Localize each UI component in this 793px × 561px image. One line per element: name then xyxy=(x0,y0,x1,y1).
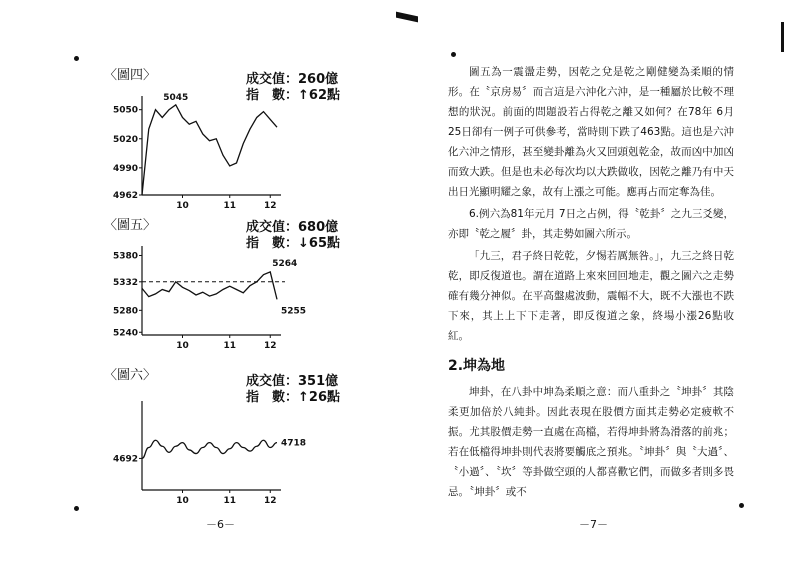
y-tick-label: 5280 xyxy=(112,306,138,317)
figure-4-chart xyxy=(100,90,300,215)
y-tick-label: 5380 xyxy=(112,251,138,262)
data-label: 5264 xyxy=(272,258,298,269)
paragraph: 「九三，君子終日乾乾，夕惕若厲無咎。」，九三之終日乾乾，即反復道也。謂在道路上來來回回地走，觀之圖六之走勢確有幾分神似。在平高盤處波動，震幅不大，既不大漲也不跌下來，其上上下下走著，即反復道之象，終場小漲26點收紅。 xyxy=(448,250,734,342)
data-label: 5255 xyxy=(281,306,307,317)
gutter-shadow-mark xyxy=(396,12,418,23)
paragraph: 圖五為一震盪走勢，因乾之兌是乾之剛健變為柔順的情形。在〝京房易〞而言這是六沖化六沖，是一種屬於比較不理想的狀況。前面的問題設若占得乾之離又如何？在78年 6月25日卻有一例子可供參考，當時則下跌了463點。這也是六沖化六沖之情形，甚至變卦離為火又回頭剋乾金，故而凶中加凶而致大跌。但是也未必每次均以大跌做收，因乾之離乃有中天出日光顯明耀之象，故有上漲之可能。應再占而定奪為佳。 xyxy=(448,66,734,198)
y-tick-label: 4990 xyxy=(112,163,138,174)
figure-5-chart xyxy=(100,240,320,365)
data-label: 5045 xyxy=(163,92,189,103)
x-tick-label: 12 xyxy=(263,496,277,506)
figure-5-label: 〈圖五〉 xyxy=(104,218,157,233)
y-tick-label: 4692 xyxy=(112,454,138,465)
binding-hole-top xyxy=(74,56,79,61)
section-heading: 2.坤為地 xyxy=(448,358,506,374)
y-tick-label: 4962 xyxy=(112,191,138,201)
y-tick-label: 5240 xyxy=(112,328,138,339)
y-tick-label: 5020 xyxy=(112,134,138,145)
figure-4-volume: 成交值：260億 xyxy=(246,72,339,87)
left-page-number: －6－ xyxy=(206,518,235,531)
right-page xyxy=(396,0,793,561)
x-tick-label: 12 xyxy=(263,201,277,211)
index-series-line xyxy=(142,272,277,299)
figure-6-index: 指 數：↑26點 xyxy=(246,390,340,405)
binding-hole-bottom xyxy=(74,506,79,511)
figure-5-volume: 成交值：680億 xyxy=(246,220,339,235)
figure-6-chart xyxy=(100,388,320,513)
binding-hole-bottom-right xyxy=(739,503,744,508)
x-tick-label: 11 xyxy=(223,496,237,506)
y-tick-label: 5332 xyxy=(112,277,138,288)
x-tick-label: 10 xyxy=(176,201,189,211)
left-page xyxy=(0,0,396,561)
y-tick-label: 5050 xyxy=(112,105,138,116)
x-tick-label: 10 xyxy=(176,341,189,351)
figure-6-label: 〈圖六〉 xyxy=(104,368,157,383)
figure-6-volume: 成交值：351億 xyxy=(246,374,339,389)
index-series-line xyxy=(142,105,277,195)
index-series-line xyxy=(142,440,277,458)
body-text xyxy=(448,62,734,504)
paragraph: 坤卦，在八卦中坤為柔順之意：而八重卦之〝坤卦〞其陰柔更加倍於八純卦。因此表現在股價方面其走勢必定疲軟不振。尤其股價走勢一直處在高檔，若得坤卦將為滑落的前兆；若在低檔得坤卦則代表將要觸底之預兆。〝坤卦〞與〝大過〞、〝小過〞、〝坎〞等卦做空頭的人都喜歡它們，而做多者則多畏忌。〝坤卦〞或不 xyxy=(448,386,734,498)
edge-mark xyxy=(781,22,784,52)
x-tick-label: 12 xyxy=(263,341,277,351)
x-tick-label: 10 xyxy=(176,496,189,506)
right-page-number: －7－ xyxy=(579,518,608,531)
binding-hole-top-right xyxy=(451,52,456,57)
x-tick-label: 11 xyxy=(223,341,237,351)
x-tick-label: 11 xyxy=(223,201,237,211)
figure-5-index: 指 數：↓65點 xyxy=(246,236,340,251)
figure-4-label: 〈圖四〉 xyxy=(104,68,157,83)
data-label: 4718 xyxy=(281,438,307,449)
paragraph: 6.例六為81年元月 7日之占例，得〝乾卦〞之九三爻變，亦即〝乾之履〞卦，其走勢如圖六所示。 xyxy=(448,208,734,240)
figure-4-index: 指 數：↑62點 xyxy=(246,88,340,103)
